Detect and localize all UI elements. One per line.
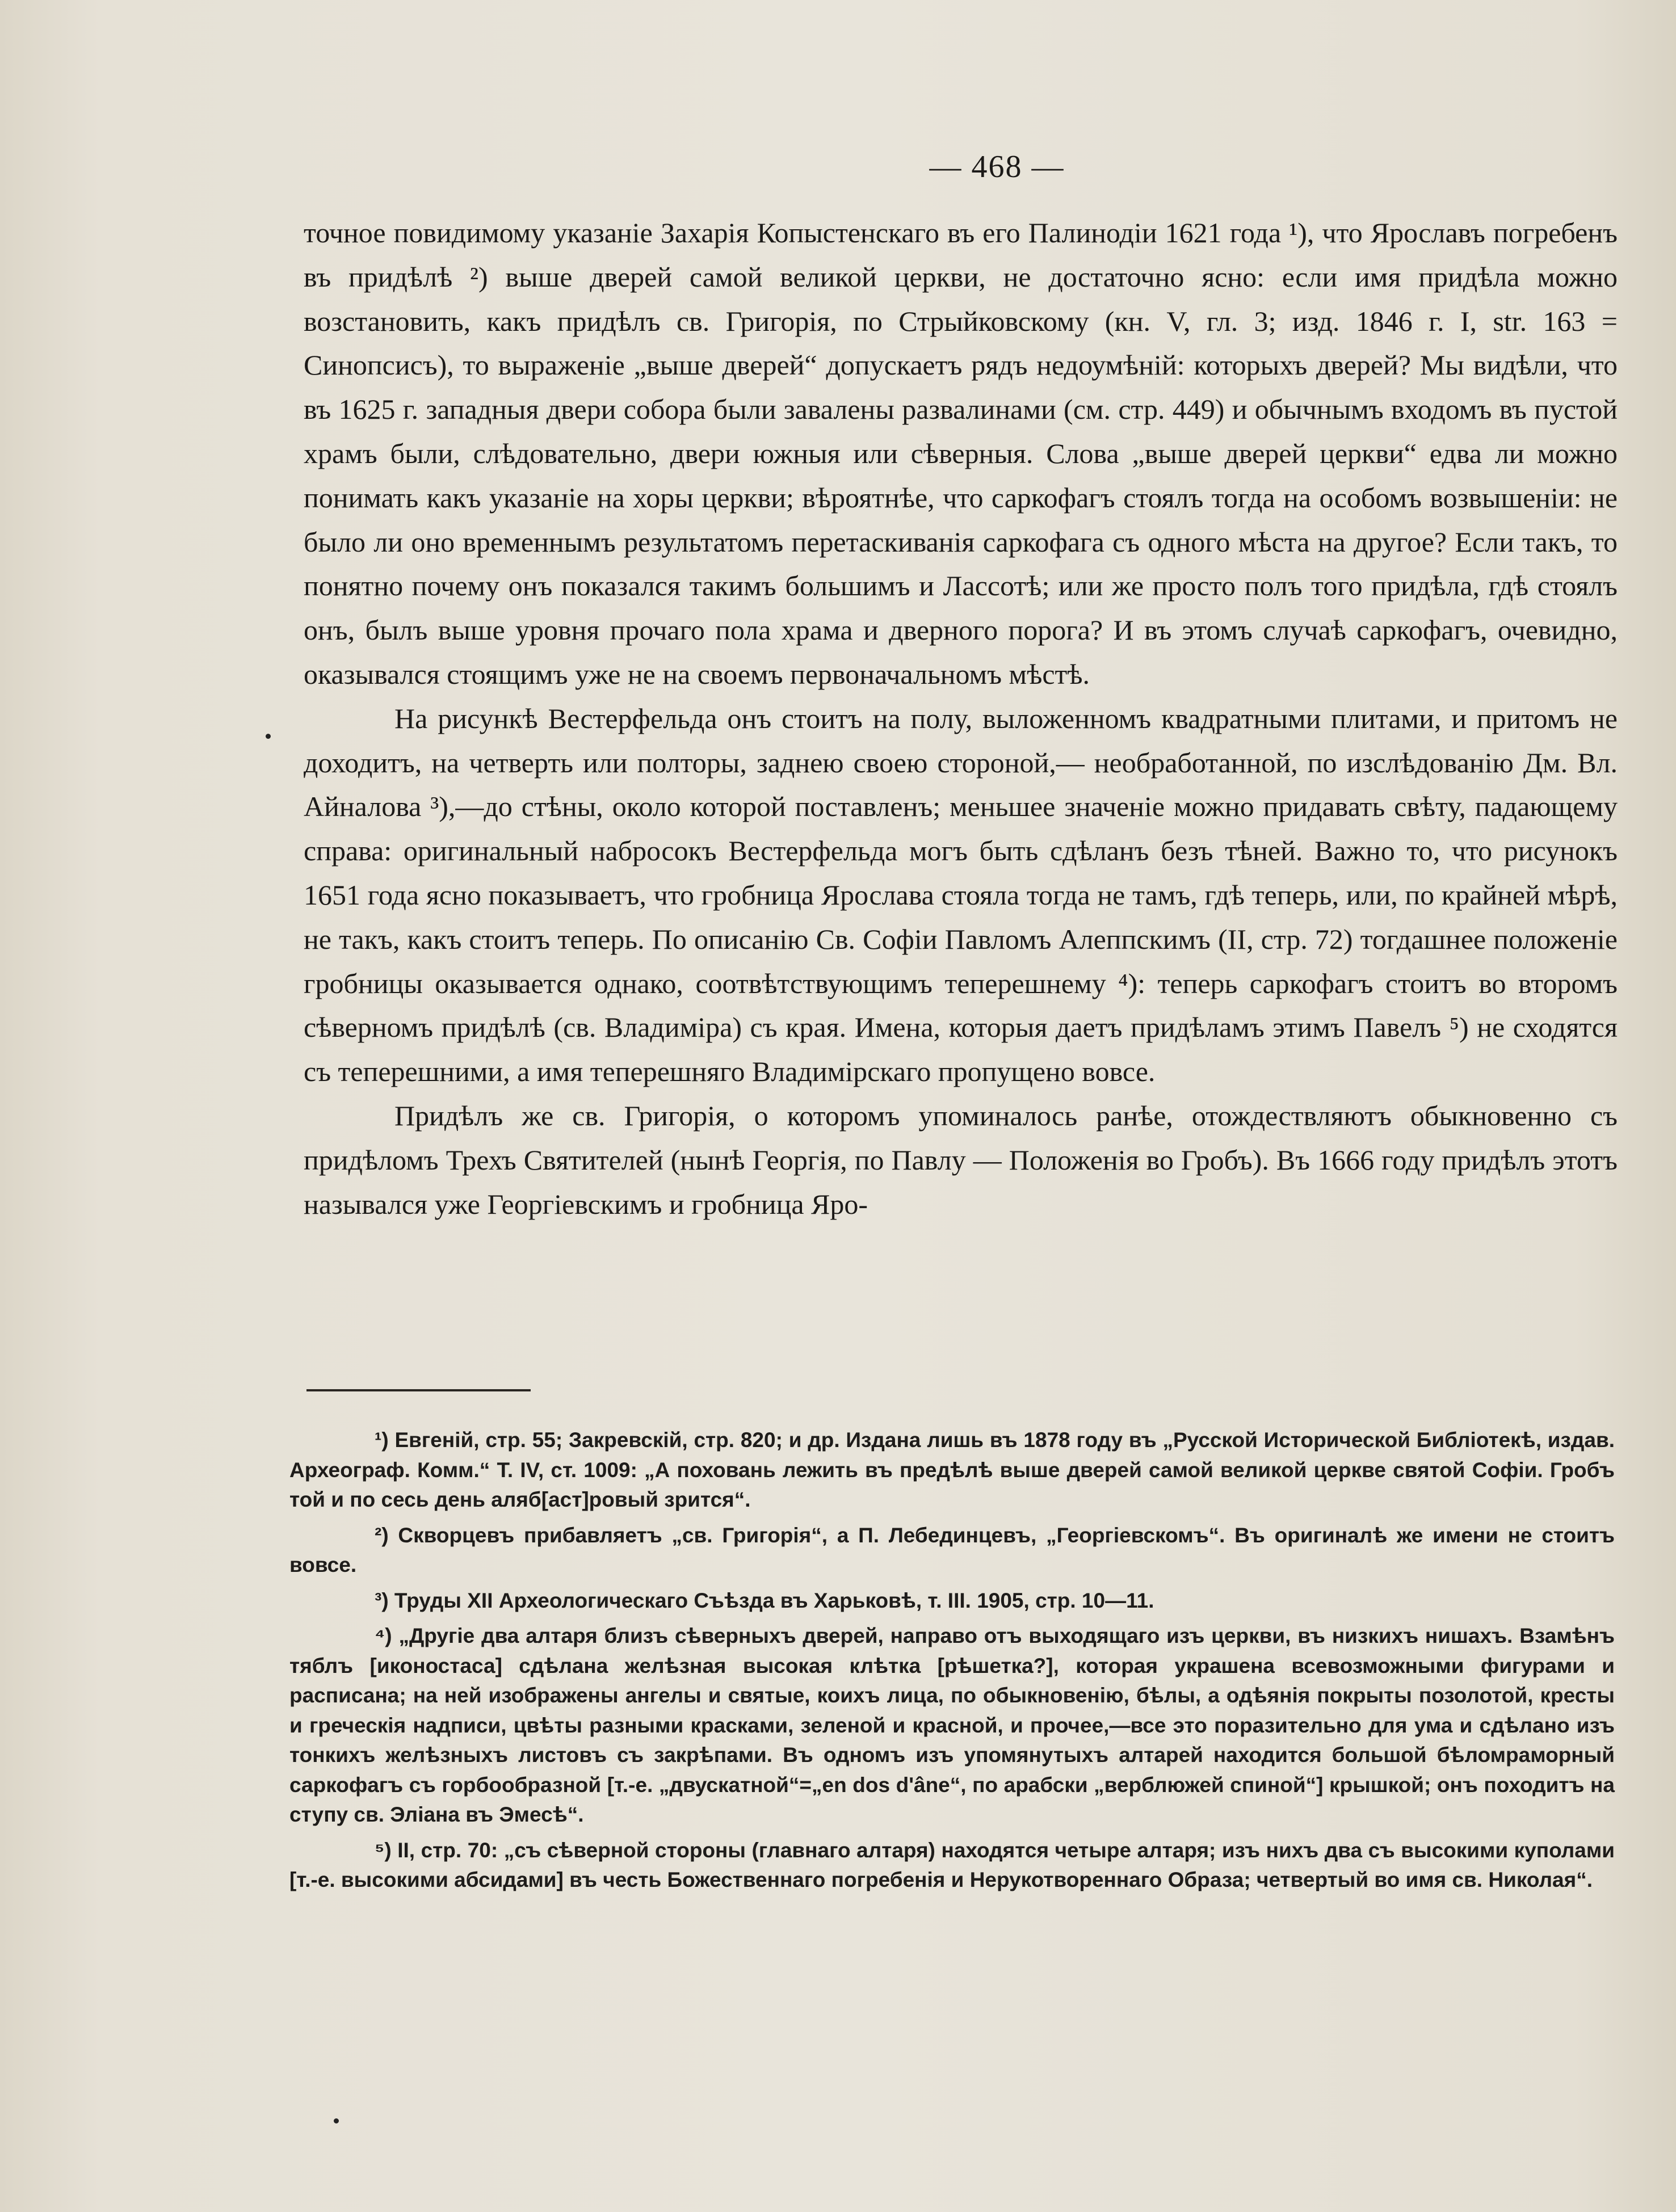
footnote-5: ⁵) II, стр. 70: „съ сѣверной стороны (главнаго алтаря) находятся четыре алтаря; изъ нихъ два съ высокими куполами [т.-е. высокими абсидами] въ честь Божественнаго погребенія и Нерукотвореннаго Образа; четвертый во имя св. Николая“.	[289, 1838, 1615, 1891]
footnote-2: ²) Скворцевъ прибавляетъ „св. Григорія“, а П. Лебединцевъ, „Георгіевскомъ“. Въ оригиналѣ же имени не стоитъ вовсе.	[289, 1523, 1615, 1576]
paragraph-1: точное повидимому указаніе Захарія Копыстенскаго въ его Палинодіи 1621 года ¹), что Ярославъ погребенъ въ придѣлѣ ²) выше дверей самой великой церкви, не достаточно ясно: если имя придѣла можно возстановить, какъ придѣлъ св. Григорія, по Стрыйковскому (кн. V, гл. 3; изд. 1846 г. I, str. 163 = Синопсисъ), то выраженіе „выше дверей“ допускаетъ рядъ недоумѣній: которыхъ дверей? Мы видѣли, что въ 1625 г. западныя двери собора были завалены развалинами (см. стр. 449) и обычнымъ входомъ въ пустой храмъ были, слѣдовательно, двери южныя или сѣверныя. Слова „выше дверей церкви“ едва ли можно понимать какъ указаніе на хоры церкви; вѣроятнѣе, что саркофагъ стоялъ тогда на особомъ возвышеніи: не было ли оно временнымъ результатомъ перетаскиванія саркофага съ одного мѣста на другое? Если такъ, то понятно почему онъ показался такимъ большимъ и Лассотѣ; или же просто полъ того придѣла, гдѣ стоялъ онъ, былъ выше уровня прочаго пола храма и дверного порога? И въ этомъ случаѣ саркофагъ, очевидно, оказывался стоящимъ уже не на своемъ первоначальномъ мѣстѣ.	[304, 217, 1618, 690]
paragraph-3: Придѣлъ же св. Григорія, о которомъ упоминалось ранѣе, отождествляютъ обыкновенно съ придѣломъ Трехъ Святителей (нынѣ Георгія, по Павлу — Положенія во Гробъ). Въ 1666 году придѣлъ этотъ назывался уже Георгіевскимъ и гробница Яро-	[304, 1099, 1618, 1220]
page-number: — 468 —	[929, 149, 1065, 184]
footnote-separator	[306, 1389, 531, 1391]
footnote-1: ¹) Евгеній, стр. 55; Закревскій, стр. 820; и др. Издана лишь въ 1878 году въ „Русской Исторической Библіотекѣ, издав. Археограф. Комм.“ Т. IV, ст. 1009: „А поховань лежить въ предѣлѣ выше дверей самой великой церкве святой Софіи. Гробъ той и по сесь день аляб[аст]ровый зрится“.	[289, 1428, 1615, 1511]
footnotes	[289, 1425, 1615, 1901]
paragraph-2: На рисункѣ Вестерфельда онъ стоитъ на полу, выложенномъ квадратными плитами, и притомъ не доходитъ, на четверть или полторы, заднею своею стороной,— необработанной, по изслѣдованію Дм. Вл. Айналова ³),—до стѣны, около которой поставленъ; меньшее значеніе можно придавать свѣту, падающему справа: оригинальный набросокъ Вестерфельда могъ быть сдѣланъ безъ тѣней. Важно то, что рисунокъ 1651 года ясно показываетъ, что гробница Ярослава стояла тогда не тамъ, гдѣ теперь, или, по крайней мѣрѣ, не такъ, какъ стоитъ теперь. По описанію Св. Софіи Павломъ Алеппскимъ (II, стр. 72) тогдашнее положеніе гробницы оказывается однако, соотвѣтствующимъ теперешнему ⁴): теперь саркофагъ стоитъ во второмъ сѣверномъ придѣлѣ (св. Владиміра) съ края. Имена, которыя даетъ придѣламъ этимъ Павелъ ⁵) не сходятся съ теперешними, а имя теперешняго Владимірскаго пропущено вовсе.	[304, 702, 1618, 1088]
footnote-4: ⁴) „Другіе два алтаря близъ сѣверныхъ дверей, направо отъ выходящаго изъ церкви, въ низкихъ нишахъ. Взамѣнъ тяблъ [иконостаса] сдѣлана желѣзная высокая клѣтка [рѣшетка?], которая украшена всевозможными фигурами и расписана; на ней изображены ангелы и святые, коихъ лица, по обыкновенію, бѣлы, а одѣянія покрыты позолотой, кресты и греческія надписи, цвѣты разными красками, зеленой и красной, и прочее,—все это поразительно для ума и сдѣлано изъ тонкихъ желѣзныхъ листовъ съ закрѣпами. Въ одномъ изъ упомянутыхъ алтарей находится большой бѣломраморный саркофагъ съ горбообразной [т.-е. „двускатной“=„en dos d'âne“, по арабски „верблюжей спиной“] крышкой; онъ походитъ на ступу св. Эліана въ Эмесѣ“.	[289, 1624, 1615, 1826]
main-text	[304, 211, 1618, 1226]
ink-speck	[334, 2118, 339, 2123]
footnote-3: ³) Труды XII Археологическаго Съѣзда въ Харьковѣ, т. III. 1905, стр. 10—11.	[375, 1588, 1154, 1612]
ink-speck	[266, 734, 271, 739]
